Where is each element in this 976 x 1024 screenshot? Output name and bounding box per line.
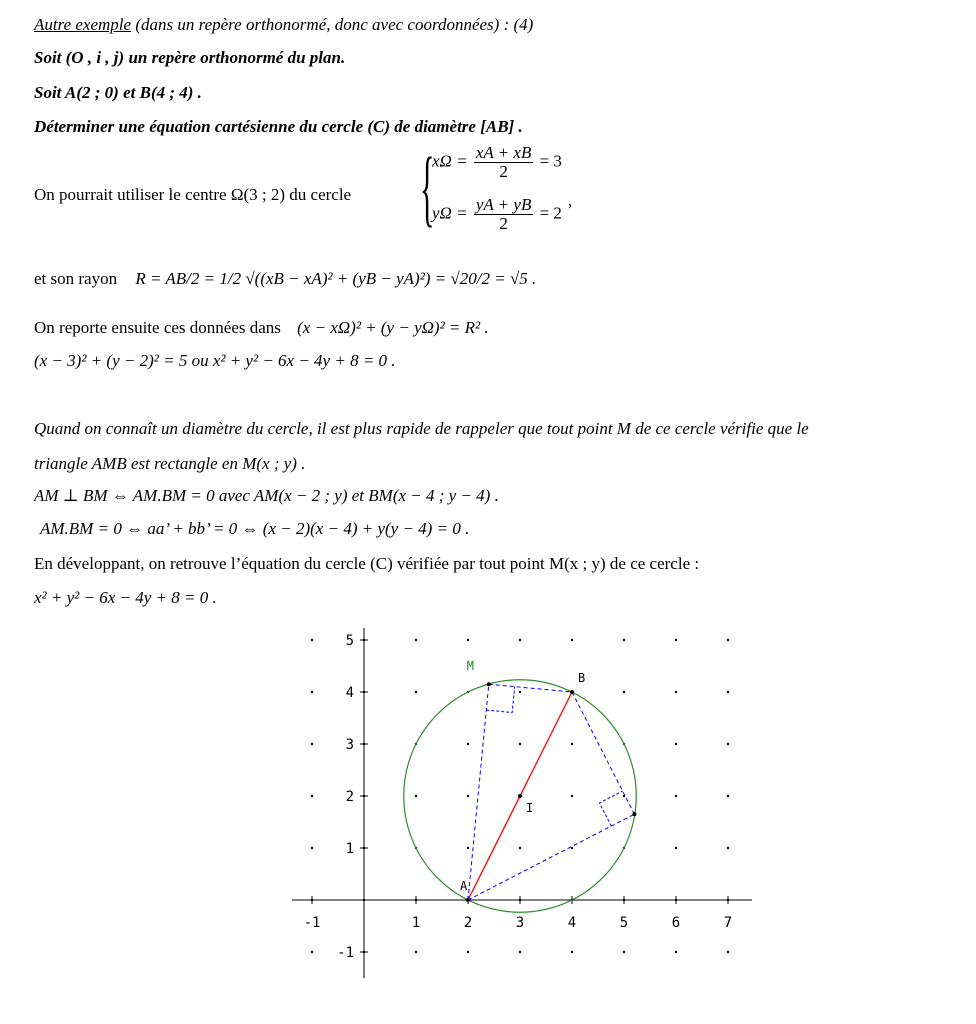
point-label-a: A — [460, 879, 468, 893]
triangle-side — [468, 814, 634, 900]
system-eq-y: yΩ = $\frac{yA + yB}{2}$ = 2 — [432, 195, 562, 233]
grid-dot — [727, 951, 729, 953]
x-tick-label: 1 — [411, 915, 421, 931]
statement-line-1: Soit (O , i , j) un repère orthonormé du plan. — [34, 48, 346, 67]
y-tick-label: 5 — [345, 633, 354, 649]
grid-dot — [311, 691, 313, 693]
x-tick-label: 2 — [463, 915, 473, 931]
dev-line: En développant, on retrouve l’équation du cercle (C) vérifiée par tout point M(x ; y) de ce cercle : — [34, 554, 700, 573]
intro-line-1: Quand on connaît un diamètre du cercle, il est plus rapide de rappeler que tout point M de ce cercle vérifie que le — [34, 419, 809, 438]
rayon-formula: R = AB/2 = 1/2 √((xB − xA)² + (yB − yA)²) = √20/2 = √5 . — [135, 269, 537, 288]
point-b — [570, 690, 574, 694]
point-i — [518, 794, 522, 798]
grid-dot — [415, 795, 417, 797]
grid-dot — [415, 951, 417, 953]
grid-dot — [467, 639, 469, 641]
x-tick-labels — [304, 896, 733, 931]
x-tick-label: 6 — [671, 915, 681, 931]
point-a — [466, 898, 470, 902]
right-angle-marker — [599, 791, 622, 826]
y-tick-label: 3 — [345, 737, 354, 753]
y-tick-label: -1 — [337, 945, 354, 961]
point-m — [487, 682, 491, 686]
system-brace: { — [420, 139, 435, 235]
x-tick-label: 4 — [567, 915, 577, 931]
grid-dot — [727, 691, 729, 693]
grid-dot — [571, 951, 573, 953]
grid-dot — [727, 639, 729, 641]
points — [460, 659, 636, 902]
x-tick-label: 3 — [515, 915, 525, 931]
grid-dot — [675, 691, 677, 693]
grid-dot — [467, 795, 469, 797]
grid-dot — [519, 691, 521, 693]
x-tick-label: 5 — [619, 915, 629, 931]
grid-dot — [571, 743, 573, 745]
triangle-lines — [468, 684, 634, 900]
x-tick-label: -1 — [303, 915, 321, 931]
point-label-m: M — [466, 659, 475, 674]
grid-dot — [415, 691, 417, 693]
grid-dot — [519, 743, 521, 745]
intro-line-2: triangle AMB est rectangle en M(x ; y) . — [34, 454, 306, 473]
grid-dot — [727, 795, 729, 797]
system-eq-x: xΩ = $\frac{xA + xB}{2}$ = 3 — [432, 143, 562, 181]
grid-dot — [675, 847, 677, 849]
grid-dot — [519, 639, 521, 641]
y-tick-label: 2 — [345, 789, 354, 805]
grid-dot — [467, 743, 469, 745]
point-label-b: B — [578, 671, 586, 685]
grid-dot — [727, 743, 729, 745]
grid-dot — [467, 847, 469, 849]
example-label: Autre exemple — [34, 15, 132, 34]
statement-line-2: Soit A(2 ; 0) et B(4 ; 4) . — [34, 83, 202, 102]
grid-dot — [675, 795, 677, 797]
perp-line: AM ⊥ BM ⇔ AM.BM = 0 avec AM(x − 2 ; y) et BM(x − 4 ; y − 4) . — [34, 486, 499, 505]
grid-dot — [519, 847, 521, 849]
grid-dot — [623, 639, 625, 641]
system-comma: , — [568, 191, 573, 210]
y-tick-label: 1 — [345, 841, 354, 857]
example-note: (dans un repère orthonormé, donc avec coordonnées) : (4) — [135, 15, 534, 34]
grid-dot — [311, 743, 313, 745]
grid-dot — [623, 951, 625, 953]
grid-dot — [727, 847, 729, 849]
triangle-side — [489, 684, 572, 692]
report-text: On reporte ensuite ces données dans — [34, 318, 281, 337]
triangle-side — [468, 684, 489, 900]
grid-dot — [467, 951, 469, 953]
scalar-line: AM.BM = 0 ⇔ aa’ + bb’ = 0 ⇔ (x − 2)(x − 4) + y(y − 4) = 0 . — [40, 519, 470, 538]
y-tick-label: 4 — [345, 685, 354, 701]
point-extra — [632, 812, 636, 816]
report-formula: (x − xΩ)² + (y − yΩ)² = R² . — [297, 318, 489, 337]
grid-dot — [415, 639, 417, 641]
grid-dot — [675, 639, 677, 641]
grid-dot — [623, 691, 625, 693]
point-label-i: I — [526, 801, 534, 815]
grid-dot — [311, 795, 313, 797]
rayon-text: et son rayon — [34, 269, 118, 288]
grid-dot — [311, 847, 313, 849]
grid-dot — [311, 639, 313, 641]
grid-dot — [519, 951, 521, 953]
result-line: (x − 3)² + (y − 2)² = 5 ou x² + y² − 6x − 4y + 8 = 0 . — [34, 351, 396, 370]
grid-dot — [571, 639, 573, 641]
x-tick-label: 7 — [723, 915, 733, 931]
grid-dot — [675, 743, 677, 745]
final-equation: x² + y² − 6x − 4y + 8 = 0 . — [34, 588, 217, 607]
right-angle-marker — [486, 687, 514, 713]
grid-dot — [311, 951, 313, 953]
centre-text: On pourrait utiliser le centre Ω(3 ; 2) du cercle — [34, 185, 352, 204]
grid-dot — [675, 951, 677, 953]
grid-dot — [571, 795, 573, 797]
statement-line-3: Déterminer une équation cartésienne du cercle (C) de diamètre [AB] . — [34, 117, 523, 136]
